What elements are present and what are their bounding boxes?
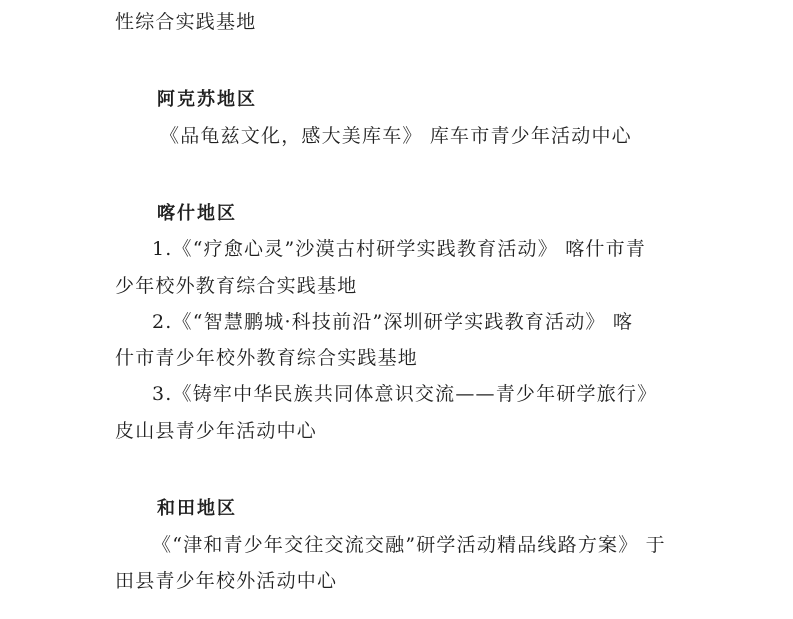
entry-kashgar-1-line-1: 1.《“疗愈心灵”沙漠古村研学实践教育活动》 喀什市青 (152, 238, 646, 260)
entry-kashgar-2-line-2: 什市青少年校外教育综合实践基地 (115, 347, 419, 369)
region-heading-kashgar: 喀什地区 (157, 203, 237, 224)
entry-kashgar-3-line-2: 皮山县青少年活动中心 (115, 420, 318, 442)
entry-hotan-1-line-2: 田县青少年校外活动中心 (115, 570, 338, 592)
region-heading-hotan: 和田地区 (157, 498, 237, 519)
entry-kashgar-3-line-1: 3.《铸牢中华民族共同体意识交流——青少年研学旅行》 (152, 383, 658, 405)
region-heading-aksu: 阿克苏地区 (157, 89, 257, 110)
entry-hotan-1-line-1: 《“津和青少年交往交流交融”研学活动精品线路方案》 于 (152, 534, 666, 556)
entry-kashgar-1-line-2: 少年校外教育综合实践基地 (115, 275, 358, 297)
entry-kashgar-2-line-1: 2.《“智慧鹏城·科技前沿”深圳研学实践教育活动》 喀 (152, 311, 634, 333)
entry-aksu-1-line-1: 《品龟兹文化，感大美库车》 库车市青少年活动中心 (160, 125, 632, 147)
continuation-text: 性综合实践基地 (115, 11, 257, 33)
